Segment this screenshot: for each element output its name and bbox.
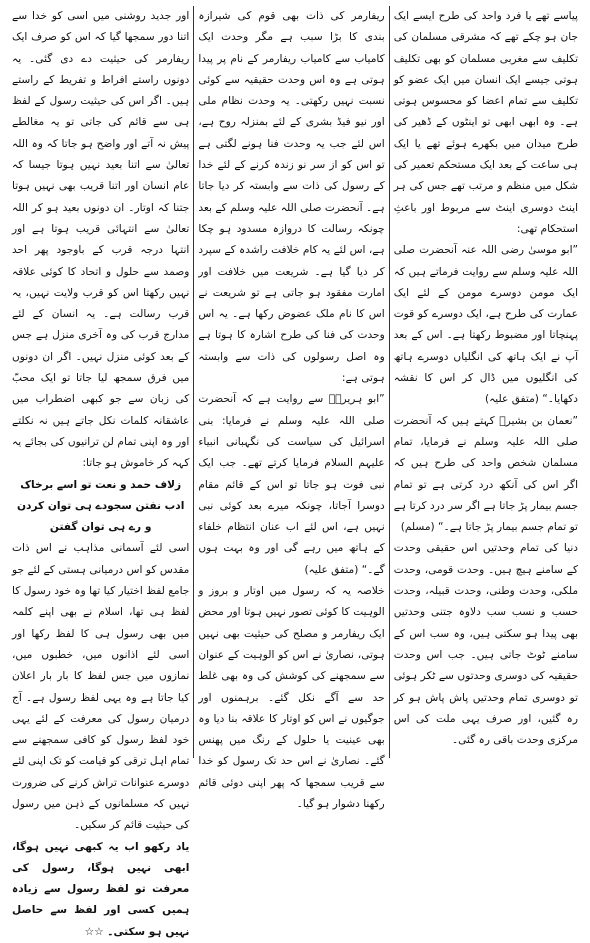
paragraph: پیاسے تھے یا فرد واحد کی طرح ایسے ایک جان ہو چکے تھے کہ مشرقی مسلمان کی تکلیف سے مغربی مسلمان کو بھی تکلیف ہوتی جیسے ایک انسان میں ایک عضو کو تکلیف سے تمام اعضا کو محسوس ہوتی ہے۔ وہ ابھی ابھی تو اینٹوں کے ڈھیر کی طرح میدان میں بکھرے ہوئے تھے یا ایک ہی ساعت کے بعد ایک مستحکم تعمیر کی شکل میں منظم و مرتب تھے جس کی ہر اینٹ دوسری اینٹ سے مربوط اور باعثِ استحکام تھی: <box>393 10 579 235</box>
three-column-layout <box>6 6 584 938</box>
hadith-quote: ”ابو ہریرہؓ سے روایت ہے کہ آنحضرت صلی اللہ علیہ وسلم نے فرمایا: بنی اسرائیل کی سیاست کی نگہبانی انبیاء علیہم السلام فرمایا کرتے تھے۔ جب ایک نبی فوت ہو جاتا تو اس کے قائم مقام دوسرا آجاتا، چونکہ میرے بعد کوئی نبی نہیں ہے، اس لئے اب عنان انتظام خلفاء کے ہاتھ میں رہے گی اور وہ بہت ہوں گے۔“ (متفق علیہ) <box>198 393 385 576</box>
paragraph: دنیا کی تمام وحدتیں اس حقیقی وحدت کے سامنے ہیچ ہیں۔ وحدت قومی، وحدت ملکی، وحدت وطنی، وحدت قبیلہ، وحدت حسب و نسب سب دلاوہ جتنی وحدتیں بھی پیدا ہو سکتی ہیں، وہ سب اس کے سامنے ٹوٹ جاتی ہیں۔ جب اس وحدت حقیقیہ کی دوسری وحدتوں سے ٹکر ہوئی تو دوسری تمام وحدتیں پاش پاش ہو کر رہ گئیں، اور صرف یہی ملت کی اس مرکزی وحدت باقی رہ گئی۔ <box>393 542 579 747</box>
hadith-quote: ”نعمان بن بشیرؓ کہتے ہیں کہ آنحضرت صلی اللہ علیہ وسلم نے فرمایا، تمام مسلمان شخص واحد کی طرح ہیں کہ اگر اس کی آنکھ درد کرتی ہے تو تمام جسم بیمار پڑ جاتا ہے اگر سر درد کرتا ہے تو تمام جسم بیمار پڑ جاتا ہے۔“ (مسلم) <box>393 414 579 534</box>
paragraph: اسی لئے آسمانی مذاہب نے اس ذات مقدس کو اس درمیانی ہستی کے لئے جو جامع لفظ اختیار کیا تھا وہ خود رسول کا لفظ ہی تھا، اسلام نے بھی اپنے کلمہ میں بھی رسول ہی کا لفظ رکھا اور اسی لئے اذانوں میں، خطبوں میں، نمازوں میں جس لفظ کا بار بار اعلان کیا جاتا ہے وہ یہی لفظ رسول ہے۔ آج درمیان رسول کی معرفت کے لئے یہی خود لفظ رسول کو کافی سمجھنے سے تمام اہل ترقی کو قیامت کو تک اپنی لئے دوسرے عنوانات تراش کرنے کی ضرورت نہیں کہ مسلمانوں کے ذہن میں رسول کی حیثیت قائم کر سکیں۔ <box>12 542 190 832</box>
column-right <box>390 6 584 758</box>
column-left <box>6 6 193 938</box>
closing-paragraph: یاد رکھو اب یہ کبھی نہیں ہوگا، ابھی نہیں ہوگا، رسول کی معرفت تو لفظ رسول سے زیادہ ہمیں کسی اور لفظ سے حاصل نہیں ہو سکتی۔ ☆☆ <box>12 840 190 938</box>
column-middle <box>194 6 388 810</box>
persian-couplet: زلاف حمد و نعت تو اسے برخاک ادب نفتن سجودے ہی توان کردن و رے ہی توان گفتن <box>16 478 185 534</box>
paragraph: اور جدید روشنی میں اسی کو خدا سے اتنا دور سمجھا گیا کہ اس کو صرف ایک ریفارمر کی حیثیت دے دی گئی۔ یہ دونوں راستے افراط و تفریط کے راستے ہیں۔ اگر اس کی حیثیت رسول کے لفظ ہی سے قائم کی جاتی تو یہ مغالطے پیش نہ آتے اور واضح ہو جاتا کہ وہ اللہ تعالیٰ سے اتنا بعید نہیں ہوتا جیسا کہ عام انسان اور اتنا قریب بھی نہیں ہوتا جتنا کہ اوتار۔ ان دونوں بعید ہو کر اللہ تعالیٰ سے انتہائی قریب ہوتا ہے اور انتہا درجہ قرب کے باوجود پھر احد وصمد سے حلول و اتحاد کا کوئی علاقہ نہیں رکھتا اس کو قرب ولایت نہیں، یہ قرب رسالت ہے۔ یہ انسان کے لئے مدارج قرب کی وہ آخری منزل ہے جس کے بعد کوئی منزل نہیں۔ اگر ان دونوں میں فرق سمجھ لیا جاتا تو ایک محبّ کی زبان سے جو کبھی اضطراب میں عاشقانہ کلمات نکل جاتے ہیں نہ نکلتے اور وہ اپنی تمام لن ترانیوں کی بجائے یہ کہہ کر خاموش ہو جاتا: <box>12 10 190 470</box>
hadith-quote: ”ابو موسیٰ رضی اللہ عنہ آنحضرت صلی اللہ علیہ وسلم سے روایت فرماتے ہیں کہ ایک مومن دوسرے مومن کے لئے ایک عمارت کی طرح ہے، ایک دوسرے کو قوت پہنچاتا اور مضبوط رکھتا ہے۔ اس کے بعد آپ نے ایک ہاتھ کی انگلیاں دوسرے ہاتھ کی انگلیوں میں ڈال کر اس کا نقشہ دکھایا۔“ (متفق علیہ) <box>393 244 579 406</box>
paragraph: خلاصہ یہ کہ رسول میں اوتار و بروز و الوہیت کا کوئی تصور نہیں ہوتا اور محض ایک ریفارمر و مصلح کی حیثیت بھی نہیں ہوتی، نصاریٰ نے اس کو الوہیت کے عنوان سے سمجھنے کی کوشش کی وہ بھی غلط حد سے آگے نکل گئے۔ برہمنوں اور جوگیوں نے اس کو اوتار کا علاقہ بنا دیا وہ بھی عینیت یا حلول کے رنگ میں پھنس گئے۔ نصاریٰ نے اس حد تک رسول کو خدا سے قریب سمجھا کہ پھر اپنی دوئی قائم رکھنا دشوار ہو گیا۔ <box>198 585 385 810</box>
paragraph: ریفارمر کی ذات بھی قوم کی شیرازہ بندی کا بڑا سبب ہے مگر وحدت ایک کامیاب سے کامیاب ریفارمر کے نام پر پیدا ہوتی ہے وہ اس وحدت حقیقیہ سے کوئی نسبت نہیں رکھتی۔ یہ وحدت نظام ملی اور نیو فیڈ بشری کے لئے بمنزلہ روح ہے، اس لئے جب یہ وحدت فنا ہونے لگتی ہے تو اس کو از سر نو زندہ کرنے کے لئے خدا کے رسول کی ذات سے وابستہ کر دیا جاتا ہے۔ آنحضرت صلی اللہ علیہ وسلم کے بعد چونکہ رسالت کا دروازہ مسدود ہو چکا ہے، اس لئے یہ کام خلافت راشدہ کے سپرد کر دیا گیا ہے۔ شریعت میں خلافت اور امارت مفقود ہو جاتی ہے تو شریعت نے اس کا نام ملک عضوض رکھا ہے۔ یہ اس وحدت کی فنا کی طرح اشارہ کا ہوتا ہے وہ اصل رسولوں کی ذات سے وابستہ ہوتی ہے: <box>198 10 385 385</box>
